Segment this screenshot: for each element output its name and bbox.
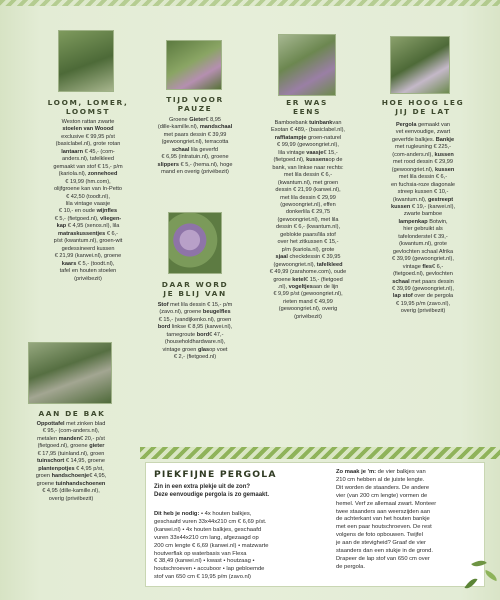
- text-line: (com-anders.nl), kussen: [392, 151, 454, 158]
- text-line: bord linkse € 8,95 (karwei.nl),: [157, 324, 233, 331]
- text-line: overig (privébezit): [400, 308, 446, 315]
- text-line: mand en overig (privébezit): [161, 169, 229, 176]
- heading-loom-line2: LOOMST: [65, 106, 111, 116]
- text-line: groene tuinhandschoenen: [36, 480, 106, 487]
- text-line: dessin € 21,99 (karwei.nl),: [275, 187, 341, 194]
- text-line: schaal lila geverfd: [171, 146, 219, 153]
- heading-hoog-line1: HOE HOOG LEG: [381, 98, 465, 107]
- text-line: € 19,99 (hm.com),: [65, 178, 111, 185]
- text-blij: [136, 302, 254, 362]
- pergola-how: [336, 469, 480, 572]
- text-line: kaars € 5,- (toodt.nl),: [61, 260, 115, 267]
- text-line: € 39,99 (gewoongriet.nl),: [392, 256, 454, 263]
- text-line: zwarte bamboe: [403, 211, 443, 218]
- photo-eens: [278, 34, 336, 96]
- text-line: Pergola gemaakt van: [395, 122, 451, 128]
- text-line: vintage groen glasop voet: [162, 346, 228, 353]
- text-hoog: [362, 122, 484, 316]
- photo-hoog: [390, 36, 450, 94]
- text-line: met rugleuning € 225,-: [395, 144, 451, 151]
- text-line: lantaarn € 45,- (com-: [61, 148, 115, 155]
- text-line: (kwantum.nl), grote: [399, 241, 447, 248]
- text-line: (privébezit): [74, 275, 102, 282]
- text-line: (basiclabel.nl), grote rotan: [55, 141, 121, 148]
- text-line: geverfde balkjes. Bankje: [391, 136, 455, 143]
- text-line: lap stof over de pergola: [392, 293, 454, 300]
- text-line: (fietgoed.nl), gevlochten: [393, 271, 453, 278]
- text-line: plantenpotjes € 4,95 p/st,: [38, 465, 104, 472]
- text-line: € 9,99 p/st (gewoongriet.nl),: [273, 291, 343, 298]
- text-line: donkerlila € 29,75: [285, 209, 331, 216]
- text-line: Bamboebank tuinbankvan: [274, 120, 342, 126]
- heading-eens: [252, 99, 362, 116]
- text-line: (fietgoed.nl), kussensop de: [273, 157, 343, 164]
- text-line: tafel en houten stoelen: [59, 268, 117, 275]
- text-line: € 42,50 (toodt.nl),: [66, 193, 110, 200]
- text-line: kap € 4,95 (xenos.nl), lila: [56, 223, 120, 230]
- text-line: Oppottafel met zinken blad: [36, 421, 106, 427]
- text-line: € 5,- (fietgoed.nl), vliegen-: [54, 215, 122, 222]
- heading-loom: [28, 99, 148, 116]
- photo-blij: [168, 212, 222, 274]
- text-line: hier gebruikt als: [403, 226, 443, 233]
- text-line: (zavo.nl), groene beugelfles: [159, 309, 231, 316]
- text-line: met rood dessin € 29,99: [392, 159, 453, 166]
- text-line: anders.nl), tafelkleed: [62, 156, 114, 163]
- text-line: Stof met lila dessin € 15,- p/m: [157, 302, 233, 308]
- text-line: (fietgoed.nl), groene gieter: [37, 443, 105, 450]
- heading-bak-line1: AAN DE BAK: [38, 409, 106, 418]
- text-loom: [24, 119, 152, 283]
- text-line: € 17,95 (tuinland.nl), groen: [37, 450, 105, 457]
- text-line: € 19,95 p/m (zavo.nl),: [395, 300, 451, 307]
- pergola-subtitle-line2: Deze eenvoudige pergola is zo gemaakt.: [154, 492, 270, 498]
- heading-hoog: [362, 99, 484, 116]
- text-line: p/st (kwantum.nl), groen-wit: [53, 238, 123, 245]
- text-line: slippers € 5,- (hema.nl), hoge: [157, 161, 233, 168]
- text-line: tuinschort € 14,95, groene: [36, 458, 106, 465]
- text-line: met lila dessin € 6,-: [398, 174, 448, 181]
- heading-tijd: [140, 96, 250, 113]
- text-line: € 95,- (com-anders.nl),: [42, 428, 100, 435]
- text-line: tarnegroute bord€ 47,-: [166, 331, 224, 338]
- text-line: lampenkap Botwin,: [398, 218, 448, 225]
- text-line: exclusive € 99,95 p/st: [61, 133, 115, 140]
- photo-bak: [28, 342, 112, 404]
- text-line: (gewoongriet.nl), effen: [280, 201, 336, 208]
- photo-tijd: [166, 40, 222, 90]
- text-line: bank, van linkse naar rechts:: [272, 164, 344, 171]
- text-line: vintage fles€ 6,-: [402, 263, 444, 270]
- text-line: groen handschoenje€ 4,95,: [35, 473, 107, 480]
- text-line: raffiatampje groen-naturel: [274, 134, 342, 141]
- heading-tijd-line1: TIJD VOOR: [166, 95, 224, 104]
- text-line: € 10,- en oude wijnfles: [58, 208, 118, 215]
- text-line: gevlochten schaal Afrika: [392, 248, 454, 255]
- text-line: (gewoongriet.nl), overig: [278, 306, 338, 313]
- text-line: en fuchsia-roze diagonale: [390, 181, 456, 188]
- text-line: € 39,99 (gewoongriet.nl),: [392, 285, 454, 292]
- pergola-subtitle-line1: Zin in een extra plekje uit de zon?: [154, 484, 251, 490]
- text-line: € 15,- (vandijkenko.nl), groen: [158, 316, 232, 323]
- pergola-needs-body: • 4x houten balkjes, geschaafd vuren 33x44x210 cm € 6,69 p/st. (karwei.nl) • 4x houten balkjes, geschaafd vuren 33x44x210 cm lang, afgezaagd op 200 cm lengte € 6,69 (karwei.nl) • matzwarte houtverflak op waterbasis van Flexa € 38,49 (karwei.nl) • kwast • houtzaag • houtschroeven • accuboor • lap gebloemde stof van 650 cm € 19,95 p/m (zavo.nl): [154, 511, 269, 581]
- heading-blij-line1: DAAR WORD: [161, 280, 229, 289]
- text-line: Groene Gieter€ 8,95: [169, 117, 221, 123]
- text-line: gedessineerd kussen: [61, 245, 115, 252]
- text-line: € 2,- (fietgoed.nl): [173, 354, 217, 361]
- pergola-subtitle: [154, 483, 330, 499]
- heading-blij: [140, 281, 250, 298]
- bottom-stripe: [140, 447, 500, 459]
- text-tijd: [136, 117, 254, 177]
- text-line: stoelen van Woood: [62, 126, 114, 133]
- text-line: groene ketel€ 15,- (fietgoed: [273, 276, 343, 283]
- text-line: vet eenvoudige, zwart: [395, 129, 451, 136]
- text-line: (gewoongriet.nl), tafelkleed: [273, 261, 343, 268]
- heading-eens-line1: ER WAS: [286, 98, 328, 107]
- text-line: olijfgroene kan van In-Petto: [53, 186, 123, 193]
- text-line: € 49,99 (zarahome.com), oude: [269, 269, 347, 276]
- heading-loom-line1: LOOM, LOMER,: [47, 98, 129, 107]
- text-eens: [248, 120, 368, 321]
- text-line: € 6,95 (intratuin.nl), groene: [161, 154, 229, 161]
- text-line: schaal met paars dessin: [392, 278, 454, 285]
- heading-eens-line2: EENS: [292, 106, 321, 116]
- text-line: Exotan € 489,- (basiclabel.nl),: [270, 127, 345, 134]
- text-line: met lila dessin € 29,99: [280, 194, 336, 201]
- pergola-needs-lead: Dit heb je nodig:: [154, 511, 200, 517]
- text-line: (privébezit): [294, 313, 322, 320]
- text-line: € 99,99 (gewoongriet.nl),: [277, 142, 339, 149]
- text-line: € 21,99 (karwei.nl), groene: [54, 253, 122, 260]
- photo-loom: [58, 30, 114, 92]
- text-line: dessin € 6,- (kwantum.nl),: [275, 224, 341, 231]
- text-line: met lila dessin € 6,-: [283, 172, 333, 179]
- text-line: p/m (kariola.nl), grote: [281, 246, 335, 253]
- pergola-box: [145, 462, 485, 587]
- text-line: matraskussentjes € 6,-: [57, 230, 119, 237]
- text-line: (kwantum.nl), gestreept: [392, 196, 454, 203]
- leaf-decoration-2: [483, 570, 499, 581]
- text-line: (gewoongriet.nl), terracotta: [161, 139, 229, 146]
- text-line: lila vintage vaasje: [65, 200, 111, 207]
- heading-blij-line2: JE BLIJ VAN: [163, 288, 227, 298]
- text-line: .nl), vogeltjesaan de lijn: [277, 283, 339, 290]
- text-line: rieten mand € 49,99: [283, 298, 333, 305]
- text-line: gemaakt van stof € 15,- p/m: [53, 163, 123, 170]
- text-line: streep kussen € 10,-: [397, 189, 449, 196]
- text-line: sjaal checkdessin € 39,95: [275, 254, 341, 261]
- text-line: € 4,95 (dille-kamille.nl),: [42, 488, 100, 495]
- pergola-how-body: de vier balkjes van 210 cm hebben al de juiste lengte. Dit worden de staanders. De andere vier (van 200 cm lengte) vormen de hemel. Verf ze allemaal zwart. Monteer twee staanders aan weerszijden aan de achterkant van het houten bankje met een paar houtschroeven. De rest volgens de foto opbouwen. Twijfel je aan de stevigheid? Graaf de vier staanders dan een stukje in de grond. Drapeer de lap stof van 650 cm over de pergola.: [336, 469, 437, 570]
- pergola-how-lead: Zo maak je 'm:: [336, 469, 377, 475]
- text-line: (kwantum.nl), met groen: [277, 179, 339, 186]
- text-line: (householdhardware.nl),: [164, 339, 226, 346]
- text-line: met paars dessin € 39,99: [163, 131, 227, 138]
- text-line: tafelonderstel € 39,-: [398, 233, 448, 240]
- text-line: overig (privébezit): [48, 495, 94, 502]
- text-line: lila vintage vaasje€ 15,-: [278, 149, 338, 156]
- text-line: (gewoongriet.nl), met lila: [277, 216, 339, 223]
- pergola-title: PIEKFIJNE PERGOLA: [154, 469, 277, 480]
- text-line: (gewoongriet.nl), kussen: [391, 166, 455, 173]
- heading-hoog-line2: JIJ DE LAT: [395, 106, 451, 116]
- text-line: over het zitkussen € 15,-: [277, 239, 339, 246]
- text-line: Weston rattan zwarte: [61, 119, 115, 125]
- heading-tijd-line2: PAUZE: [177, 103, 213, 113]
- text-line: geblokte paars/lila stof: [280, 231, 336, 238]
- pergola-needs: [154, 511, 330, 582]
- text-line: (kariola.nl), zonnehoed: [58, 171, 118, 178]
- text-bak: [14, 421, 128, 503]
- text-line: kussen € 19,- (karwei.nl),: [390, 203, 456, 210]
- top-stripe: [0, 0, 500, 6]
- text-line: (dille-kamille.nl), mandschaal: [157, 124, 233, 131]
- text-line: metalen manden€ 20,- p/st: [37, 435, 105, 442]
- heading-bak: [22, 410, 122, 419]
